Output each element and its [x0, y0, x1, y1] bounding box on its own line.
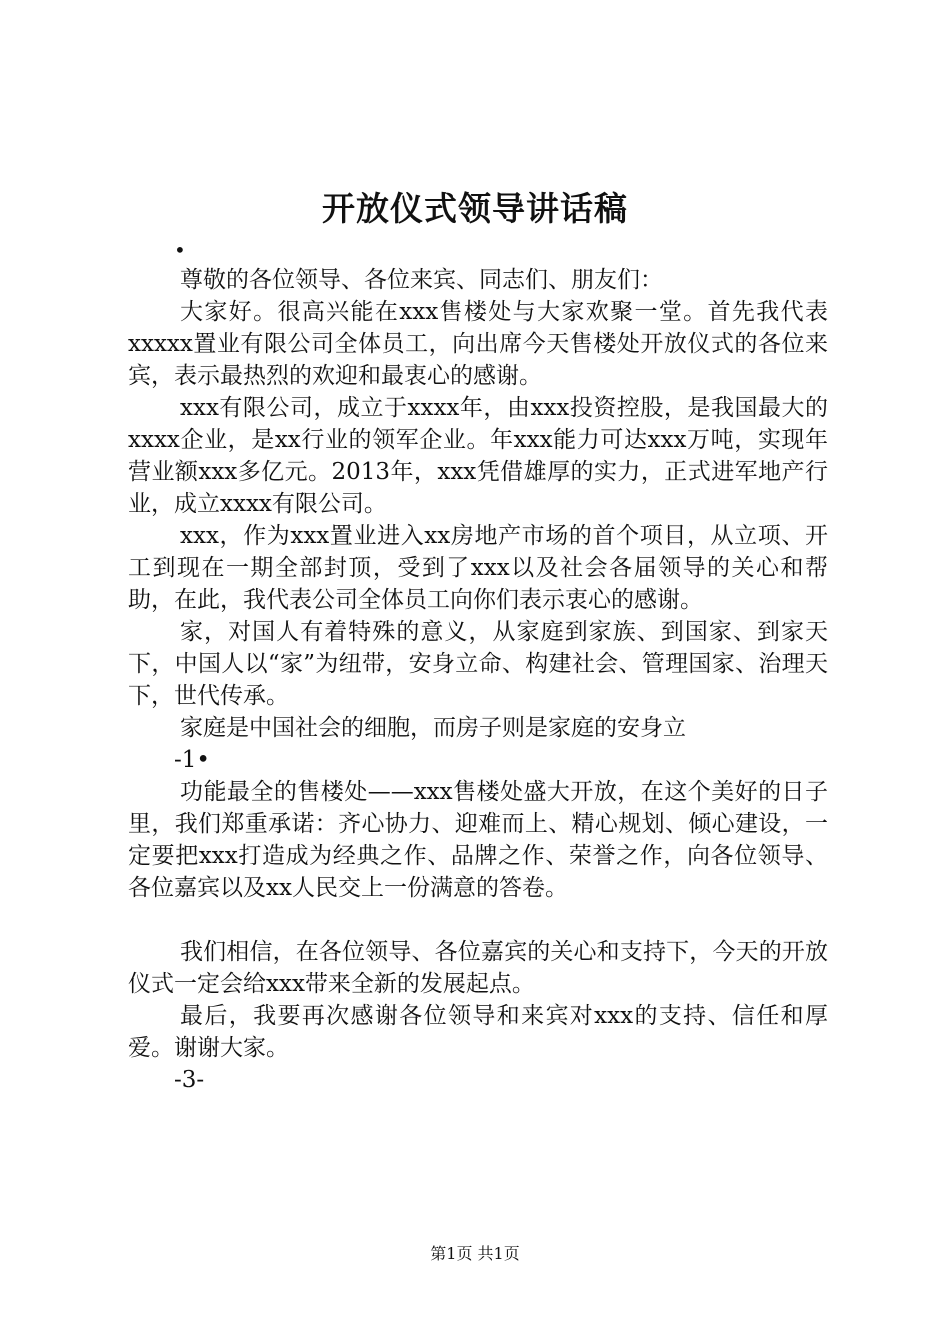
paragraph: 最后，我要再次感谢各位领导和来宾对xxx的支持、信任和厚爱。谢谢大家。 — [128, 1003, 828, 1061]
document-title: 开放仪式领导讲话稿 — [322, 189, 628, 228]
paragraph: 功能最全的售楼处——xxx售楼处盛大开放，在这个美好的日子里，我们郑重承诺：齐心协力、迎难而上、精心规划、倾心建设，一定要把xxx打造成为经典之作、品牌之作、荣誉之作，向各位领导、各位嘉宾以及xx人民交上一份满意的答卷。 — [128, 779, 828, 901]
paragraph: 家，对国人有着特殊的意义，从家庭到家族、到国家、到家天下，中国人以“家”为纽带，安身立命、构建社会、管理国家、治理天下，世代传承。 — [128, 619, 828, 709]
paragraph: xxx，作为xxx置业进入xx房地产市场的首个项目，从立项、开工到现在一期全部封顶，受到了xxx以及社会各届领导的关心和帮助，在此，我代表公司全体员工向你们表示衷心的感谢。 — [128, 523, 828, 613]
paragraph: 大家好。很高兴能在xxx售楼处与大家欢聚一堂。首先我代表xxxxx置业有限公司全体员工，向出席今天售楼处开放仪式的各位来宾，表示最热烈的欢迎和最衷心的感谢。 — [128, 299, 828, 389]
salutation: 尊敬的各位领导、各位来宾、同志们、朋友们： — [180, 267, 663, 293]
paragraph: 我们相信，在各位领导、各位嘉宾的关心和支持下，今天的开放仪式一定会给xxx带来全新的发展起点。 — [128, 939, 828, 997]
page-marker: -3- — [174, 1067, 205, 1093]
document-body — [128, 236, 828, 1096]
bullet-mark: • — [174, 238, 186, 262]
page-marker: -1• — [174, 747, 210, 773]
page-footer: 第1页 共1页 — [430, 1244, 520, 1263]
paragraph: 家庭是中国社会的细胞，而房子则是家庭的安身立 — [180, 715, 686, 741]
spacer — [128, 904, 828, 936]
paragraph: xxx有限公司，成立于xxxx年，由xxx投资控股，是我国最大的xxxx企业，是xx行业的领军企业。年xxx能力可达xxx万吨，实现年营业额xxx多亿元。2013年，xxx凭借雄厚的实力，正式进军地产行业，成立xxxx有限公司。 — [128, 395, 828, 517]
